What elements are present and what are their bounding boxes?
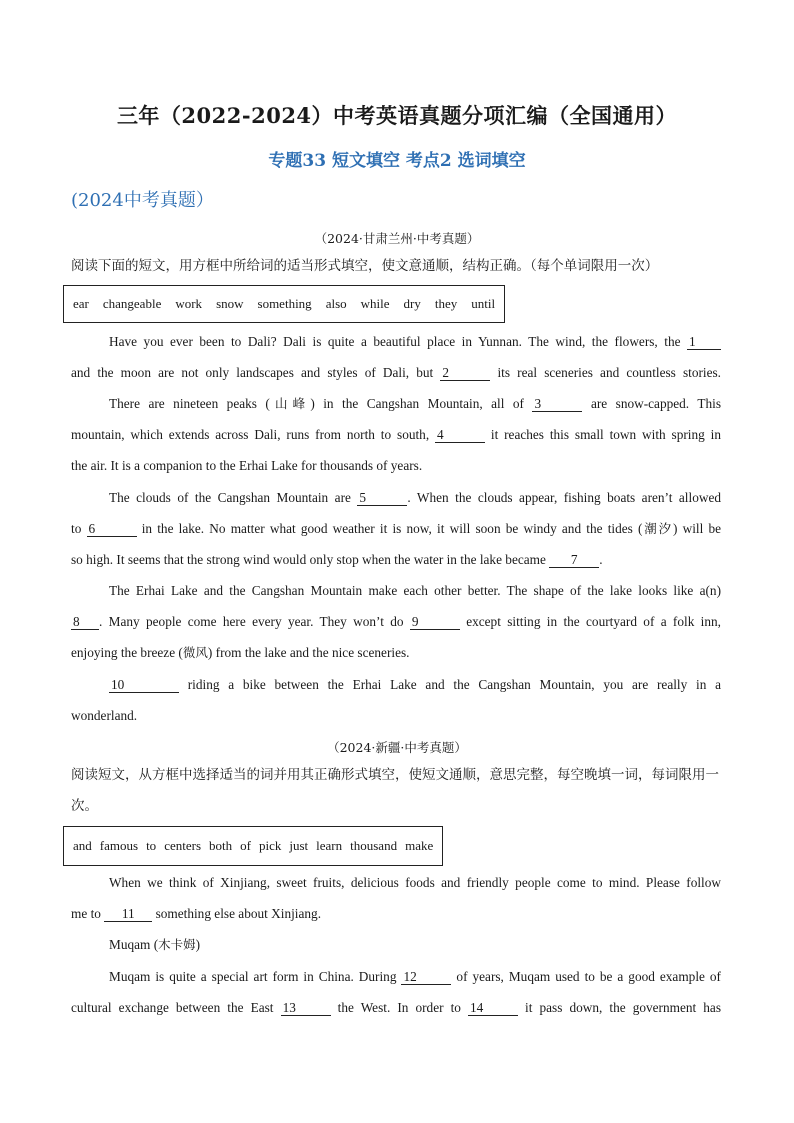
q2-source: （2024·新疆·中考真题）: [327, 740, 467, 755]
word-box-item: snow: [216, 296, 244, 311]
q1-source: （2024·甘肃兰州·中考真题）: [314, 231, 480, 246]
blank-9[interactable]: 9: [410, 614, 460, 630]
word-box-item: to: [146, 838, 157, 853]
passage-line: 10 riding a bike between the Erhai Lake and the Cangshan Mountain, you are really in a: [111, 677, 721, 692]
passage-line: When we think of Xinjiang, sweet fruits, delicious foods and friendly people come to mind. Please follow: [109, 875, 721, 890]
passage-line: the air. It is a companion to the Erhai Lake for thousands of years.: [71, 458, 423, 473]
blank-1[interactable]: 1: [687, 334, 721, 350]
passage-line: wonderland.: [71, 708, 138, 723]
passage-line: so high. It seems that the strong wind would only stop when the water in the lake became 7 .: [71, 552, 603, 567]
passage-line: and the moon are not only landscapes and styles of Dali, but 2 its real sceneries and countless stories.: [71, 365, 721, 380]
q2-word-box: [63, 826, 443, 866]
page-title: 三年（2022-2024）中考英语真题分项汇编（全国通用）: [116, 103, 678, 128]
section-heading: (2024中考真题）: [71, 190, 214, 211]
blank-11[interactable]: 11: [104, 906, 152, 922]
q1-instruction: 阅读下面的短文，用方框中所给词的适当形式填空，使文意通顺，结构正确。（每个单词限用一次）: [71, 258, 659, 274]
blank-8[interactable]: 8: [71, 614, 99, 630]
blank-13[interactable]: 13: [281, 1000, 331, 1016]
passage-line: The Erhai Lake and the Cangshan Mountain make each other better. The shape of the lake looks like a(n): [109, 583, 721, 598]
word-box-item: also: [325, 296, 347, 311]
blank-2[interactable]: 2: [440, 365, 490, 381]
passage-line: mountain, which extends across Dali, runs from north to south, 4 it reaches this small town with spring in: [71, 427, 721, 442]
word-box-item: until: [471, 296, 496, 311]
blank-10[interactable]: 10: [109, 677, 179, 693]
word-box-item: work: [175, 296, 203, 311]
word-box-item: ear: [73, 296, 89, 311]
word-box-item: make: [405, 838, 434, 853]
word-box-item: dry: [403, 296, 421, 311]
word-box-item: changeable: [102, 296, 162, 311]
page-subtitle: 专题33 短文填空 考点2 选词填空: [268, 151, 526, 171]
passage-line: enjoying the breeze (微风) from the lake and the nice sceneries.: [71, 645, 410, 660]
word-box-item: something: [257, 296, 312, 311]
q1-word-box: [63, 285, 505, 323]
blank-3[interactable]: 3: [532, 396, 582, 412]
passage-line: to 6 in the lake. No matter what good weather it is now, it will soon be windy and the tides (潮汐) will be: [71, 521, 721, 536]
blank-6[interactable]: 6: [87, 521, 137, 537]
passage-line: cultural exchange between the East 13 the West. In order to 14 it pass down, the government has: [71, 1000, 721, 1015]
word-box-item: learn: [316, 838, 343, 853]
word-box-item: famous: [99, 838, 139, 853]
word-box-item: they: [434, 296, 458, 311]
blank-5[interactable]: 5: [357, 490, 407, 506]
word-box-item: while: [360, 296, 390, 311]
word-box-item: pick: [258, 838, 282, 853]
passage-line: There are nineteen peaks (山峰) in the Cangshan Mountain, all of 3 are snow-capped. This: [109, 396, 721, 411]
blank-12[interactable]: 12: [401, 969, 451, 985]
blank-14[interactable]: 14: [468, 1000, 518, 1016]
word-box-item: thousand: [350, 838, 398, 853]
passage-line: me to 11 something else about Xinjiang.: [71, 906, 322, 921]
passage-line: 8 . Many people come here every year. They won’t do 9 except sitting in the courtyard of a folk inn,: [73, 614, 721, 629]
word-box-item: just: [289, 838, 309, 853]
blank-7[interactable]: 7: [549, 552, 599, 568]
blank-4[interactable]: 4: [435, 427, 485, 443]
word-box-item: both: [209, 838, 233, 853]
word-box-item: centers: [164, 838, 201, 853]
passage-line: Have you ever been to Dali? Dali is quite a beautiful place in Yunnan. The wind, the flowers, the 1: [109, 332, 721, 352]
passage-line: Muqam (木卡姆): [109, 937, 201, 952]
word-box-item: and: [73, 838, 92, 853]
passage-line: The clouds of the Cangshan Mountain are 5 . When the clouds appear, fishing boats aren’t allowed: [109, 490, 722, 505]
q2-instruction: 阅读短文，从方框中选择适当的词并用其正确形式填空，使短文通顺，意思完整，每空晚填一词，每词限用一次。: [71, 767, 719, 814]
word-box-item: of: [240, 838, 251, 853]
passage-line: Muqam is quite a special art form in China. During 12 of years, Muqam used to be a good example of: [109, 969, 721, 984]
